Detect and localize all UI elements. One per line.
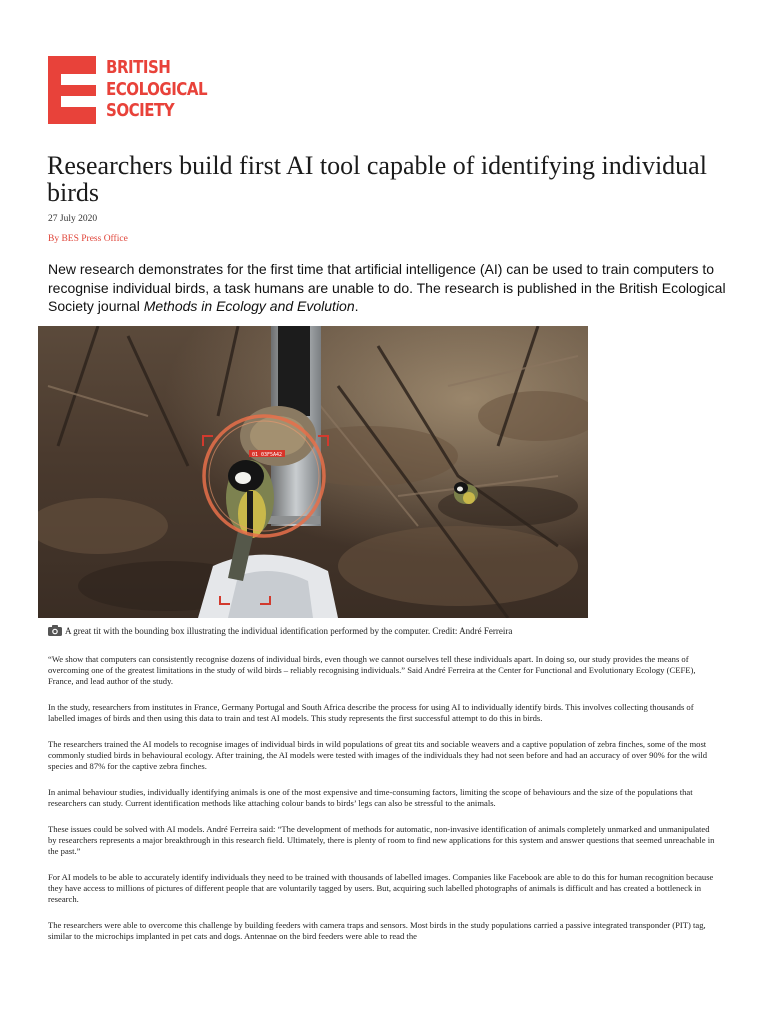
article-photo	[38, 326, 588, 618]
article-title: Researchers build first AI tool capable of identifying individual birds	[47, 151, 707, 207]
logo-line-2: ECOLOGICAL	[106, 79, 208, 100]
lede-text: New research demonstrates for the first time that artificial intelligence (AI) can be used to train computers to recognise individual birds, a task humans are unable to do. The research is published in the British Ecological Society journal	[48, 261, 726, 314]
body-paragraph: The researchers were able to overcome this challenge by building feeders with camera traps and sensors. Most birds in the study populations carried a passive integrated transponder (PIT) tag, similar to the microchips implanted in pet cats and dogs. Antennae on the bird feeders were able to read the	[48, 920, 706, 941]
caption-text: A great tit with the bounding box illustrating the individual identification performed by the computer. Credit: André Ferreira	[65, 625, 513, 636]
body-paragraph: For AI models to be able to accurately identify individuals they need to be trained with thousands of labelled images. Companies like Facebook are able to do this for human recognition because they have access to millions of pictures of different people that are voluntarily tagged by users. But, acquiring such labelled photographs of animals is difficult and has created a bottleneck in research.	[48, 872, 714, 904]
photo-caption	[48, 625, 738, 636]
journal-name[interactable]: Methods in Ecology and Evolution	[143, 298, 355, 314]
logo-line-1: BRITISH	[106, 58, 171, 78]
bes-logo[interactable]	[48, 56, 218, 124]
article-body	[48, 654, 720, 957]
camera-icon	[48, 625, 62, 636]
body-paragraph: “We show that computers can consistently recognise dozens of individual birds, even though we cannot ourselves tell these individuals apart. In doing so, our study provides the means of overcoming one of the greatest limitations in the study of wild birds – reliably recognising individuals.” Said André Ferreira at the Center for Functional and Evolutionary Ecology (CEFE), France, and lead author of the study.	[48, 654, 696, 686]
article-byline[interactable]: By BES Press Office	[48, 234, 128, 244]
bes-logo-mark	[48, 56, 96, 124]
logo-line-3: SOCIETY	[106, 101, 175, 121]
bes-logo-wordmark	[106, 58, 207, 123]
great-tit-photo	[38, 326, 588, 618]
lede-end: .	[354, 298, 359, 314]
article-date: 27 July 2020	[48, 214, 98, 224]
article-lede	[48, 260, 728, 316]
body-paragraph: In the study, researchers from institutes in France, Germany Portugal and South Africa describe the process for using AI to individually identify birds. This involves collecting thousands of labelled images of birds and then using this data to train and test AI models. This study represents the first successful attempt to do this in birds.	[48, 702, 694, 723]
photo-id-tag: 01 03F5A42	[251, 452, 283, 458]
body-paragraph: The researchers trained the AI models to recognise images of individual birds in wild populations of great tits and sociable weavers and a captive population of zebra finches, some of the most commonly studied birds in behavioural ecology. After training, the AI models were tested with images of the individuals they had not seen before and had an accuracy of over 90% for the wild species and 87% for the captive zebra finches.	[48, 739, 708, 771]
body-paragraph: In animal behaviour studies, individually identifying animals is one of the most expensive and time-consuming factors, limiting the scope of behaviours and the size of the populations that researchers can study. Current identification methods like attaching colour bands to birds’ legs can also be stressful to the animals.	[48, 787, 693, 808]
body-paragraph: These issues could be solved with AI models. André Ferreira said: “The development of methods for automatic, non-invasive identification of animals completely unmarked and unmanipulated by researchers represents a major breakthrough in this research field. Ultimately, there is plenty of room to find new applications for this system and answer questions that seemed unreachable in the past.”	[48, 824, 715, 856]
